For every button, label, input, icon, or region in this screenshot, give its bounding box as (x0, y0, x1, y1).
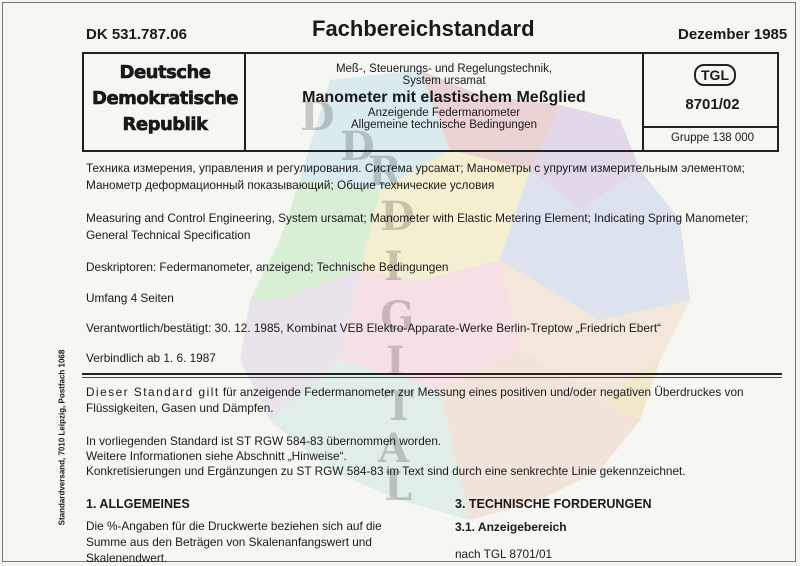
russian-title: Техника измерения, управления и регулирования. Система урсамат; Манометры с упругим измерительным элементом; Манометр деформационный показывающий; Общие технические условия (86, 161, 745, 192)
watermark-letter: T (384, 383, 414, 430)
dk-number: DK 531.787.06 (86, 26, 187, 43)
scope-paragraph (86, 384, 786, 416)
section-heading: 1. ALLGEMEINES (86, 497, 190, 511)
effective-date: Verbindlich ab 1. 6. 1987 (86, 351, 216, 365)
adoption-note: In vorliegenden Standard ist ST RGW 584-83 übernommen worden. (86, 434, 442, 448)
watermark-letter: D (300, 93, 335, 140)
publisher-address (52, 325, 70, 565)
watermark-letter: I (384, 243, 403, 290)
logo-line: Demokratische (92, 88, 238, 109)
subsection-text: nach TGL 8701/01 (455, 547, 553, 561)
ddr-logo (92, 60, 238, 138)
tgl-badge: TGL (694, 64, 736, 86)
watermark-letter: G (380, 293, 415, 340)
subtitle-line: Allgemeine technische Bedingungen (350, 119, 538, 131)
subtitle-line: Anzeigende Federmanometer (367, 107, 521, 119)
descriptors: Deskriptoren: Federmanometer, anzeigend; Technische Bedingungen (86, 260, 449, 274)
watermark-letter: D (380, 193, 415, 240)
watermark-letter: A (378, 425, 410, 472)
page-count: Umfang 4 Seiten (86, 291, 174, 305)
subsection-heading: 3.1. Anzeigebereich (455, 520, 567, 534)
tgl-number: 8701/02 (685, 96, 740, 113)
scope-text: für anzeigende Federmanometer zur Messung eines positiven und/oder negativen Überdruckes von Flüssigkeiten, Gasen und Dämpfen. (86, 385, 744, 415)
logo-line: Deutsche (119, 62, 211, 83)
subject-line: Meß-, Steuerungs- und Regelungstechnik, (335, 63, 553, 75)
logo-line: Republik (122, 114, 208, 135)
divider (82, 373, 782, 375)
watermark-letter: I (386, 338, 405, 385)
publisher-address-text: Standardversand, 7010 Leipzig, Postfach 1068 (57, 349, 67, 526)
title-box (82, 52, 779, 152)
standard-title (246, 54, 642, 131)
divider (82, 377, 782, 378)
issue-date: Dezember 1985 (678, 26, 788, 43)
section-text: Die %-Angaben für die Druckwerte beziehen sich auf die Summe aus den Beträgen von Skalenanfangswert und Skalenendwert. (86, 519, 382, 565)
watermark-letter: D (340, 123, 375, 170)
watermark-letter: R (368, 148, 402, 195)
section-heading: 3. TECHNISCHE FORDERUNGEN (455, 497, 652, 511)
main-title: Manometer mit elastischem Meßglied (302, 89, 586, 106)
divider (642, 126, 779, 128)
gruppe-number: Gruppe 138 000 (670, 132, 755, 144)
subject-line: System ursamat (402, 75, 486, 87)
marking-note: Konkretisierungen und Ergänzungen zu ST RGW 584-83 im Text sind durch eine senkrechte Linie gekennzeichnet. (86, 464, 686, 478)
english-title: Measuring and Control Engineering, System ursamat; Manometer with Elastic Metering Element; Indicating Spring Manometer; General Technical Specification (86, 211, 749, 242)
info-note: Weitere Informationen siehe Abschnitt „Hinweise“. (86, 449, 347, 463)
document-type-title: Fachbereichstandard (312, 16, 535, 41)
watermark-letter: L (384, 463, 413, 510)
responsible: Verantwortlich/bestätigt: 30. 12. 1985, Kombinat VEB Elektro-Apparate-Werke Berlin-Treptow „Friedrich Ebert“ (86, 321, 662, 335)
scope-lead: Dieser Standard gilt (86, 385, 220, 399)
